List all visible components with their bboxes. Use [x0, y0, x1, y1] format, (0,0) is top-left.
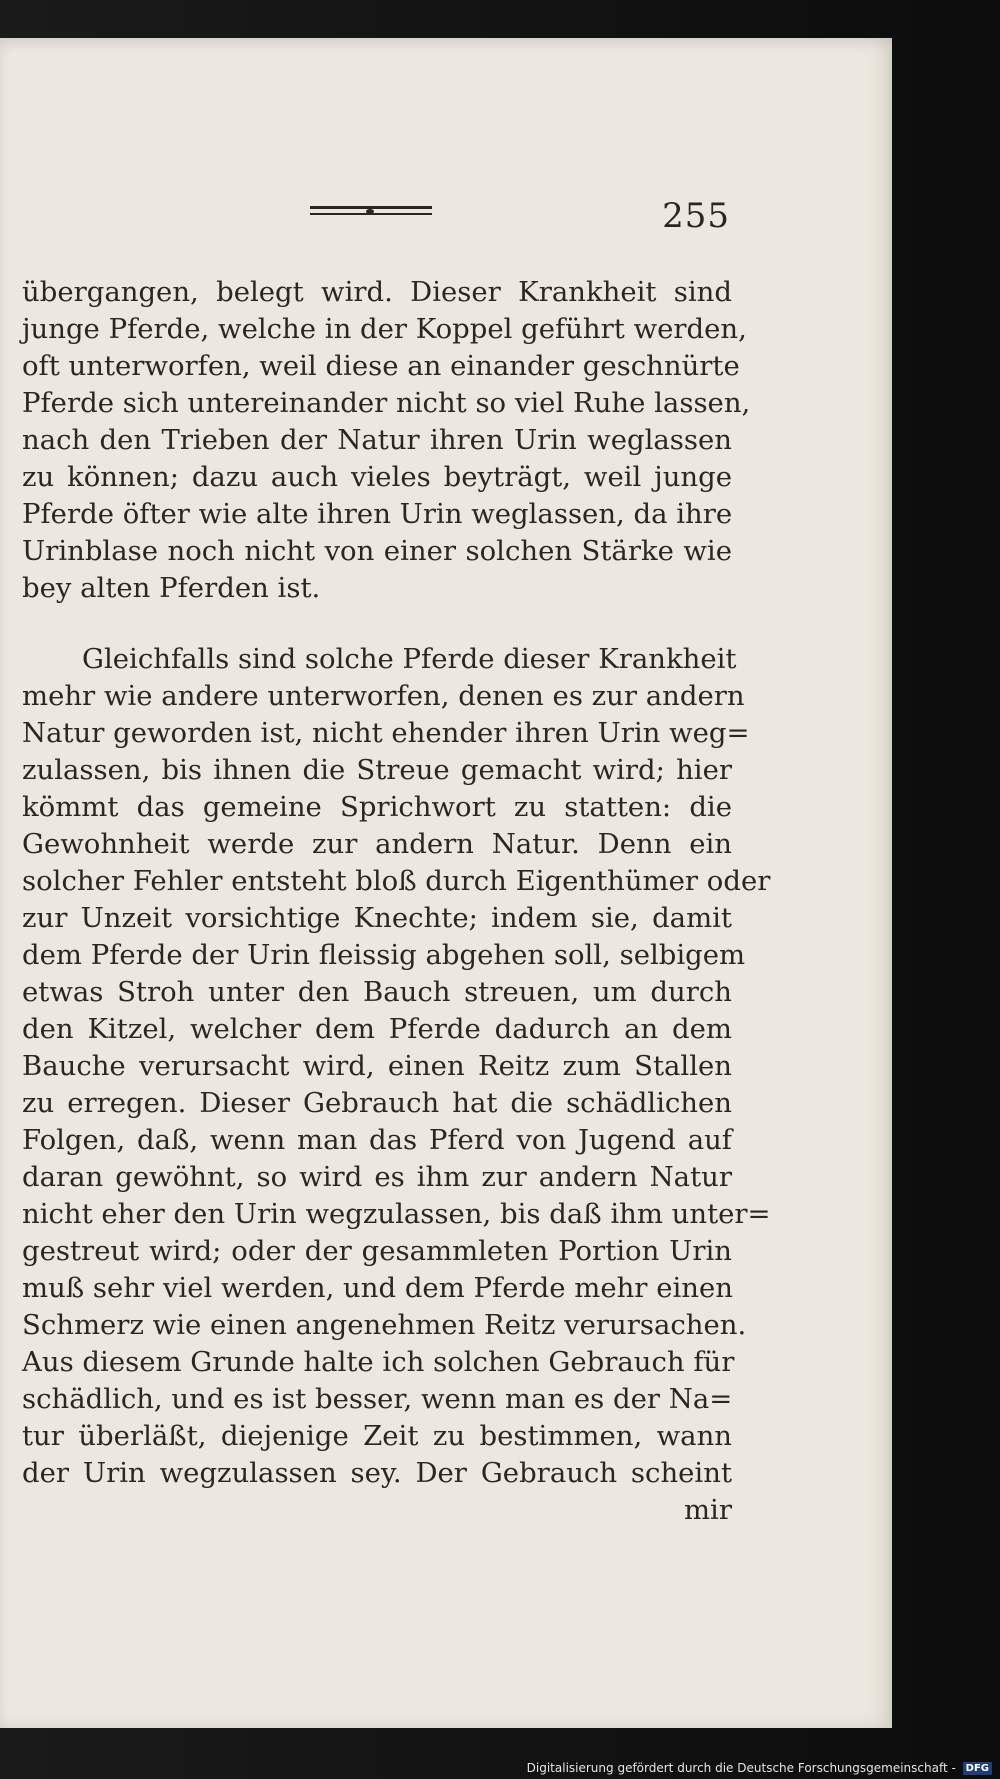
text-line: Natur geworden ist, nicht ehender ihren Urin weg= [22, 717, 750, 749]
text-line: zu können; dazu auch vieles beyträgt, weil junge [22, 461, 732, 493]
text-line: Schmerz wie einen angenehmen Reitz verursachen. [22, 1309, 747, 1341]
text-line: dem Pferde der Urin fleissig abgehen soll, selbigem [22, 939, 746, 971]
book-page [0, 38, 892, 1728]
text-line: zulassen, bis ihnen die Streue gemacht wird; hier [22, 754, 732, 786]
text-line: etwas Stroh unter den Bauch streuen, um durch [22, 976, 732, 1008]
digitization-credit [527, 1761, 992, 1775]
text-line: nach den Trieben der Natur ihren Urin weglassen [22, 424, 732, 456]
text-line: oft unterworfen, weil diese an einander geschnürte [22, 350, 740, 382]
text-line: junge Pferde, welche in der Koppel geführt werden, [22, 313, 747, 345]
paragraph-1 [22, 274, 751, 607]
text-line: Gleichfalls sind solche Pferde dieser Krankheit [82, 643, 737, 675]
page-header [0, 166, 892, 236]
text-line: Bauche verursacht wird, einen Reitz zum Stallen [22, 1050, 732, 1082]
text-line: Aus diesem Grunde halte ich solchen Gebrauch für [22, 1346, 735, 1378]
paragraph-2 [22, 641, 771, 1492]
text-line: schädlich, und es ist besser, wenn man es der Na= [22, 1383, 733, 1415]
text-line: den Kitzel, welcher dem Pferde dadurch an dem [22, 1013, 732, 1045]
text-line: übergangen, belegt wird. Dieser Krankheit sind [22, 276, 732, 308]
text-line: zur Unzeit vorsichtige Knechte; indem sie, damit [22, 902, 732, 934]
text-line: daran gewöhnt, so wird es ihm zur andern Natur [22, 1161, 732, 1193]
text-line: gestreut wird; oder der gesammleten Portion Urin [22, 1235, 732, 1267]
text-line: der Urin wegzulassen sey. Der Gebrauch scheint [22, 1457, 732, 1489]
text-line: zu erregen. Dieser Gebrauch hat die schädlichen [22, 1087, 732, 1119]
page-number: 255 [662, 196, 730, 236]
dash-separator: - [951, 1761, 960, 1775]
text-line: Pferde sich untereinander nicht so viel Ruhe lassen, [22, 387, 751, 419]
text-line: Gewohnheit werde zur andern Natur. Denn ein [22, 828, 732, 860]
text-line: muß sehr viel werden, und dem Pferde mehr einen [22, 1272, 733, 1304]
text-line: Pferde öfter wie alte ihren Urin weglassen, da ihre [22, 498, 733, 530]
text-line: Folgen, daß, wenn man das Pferd von Jugend auf [22, 1124, 732, 1156]
credit-text: Digitalisierung gefördert durch die Deutsche Forschungsgemeinschaft [526, 1761, 948, 1775]
page-body [22, 274, 771, 1529]
text-line: Urinblase noch nicht von einer solchen Stärke wie [22, 535, 732, 567]
text-line: solcher Fehler entsteht bloß durch Eigenthümer oder [22, 865, 771, 897]
header-ornament [310, 206, 432, 218]
catchword: mir [683, 1494, 732, 1526]
text-line: bey alten Pferden ist. [22, 572, 321, 604]
text-line: kömmt das gemeine Sprichwort zu statten: die [22, 791, 732, 823]
text-line: nicht eher den Urin wegzulassen, bis daß ihm unter= [22, 1198, 771, 1230]
text-line: tur überläßt, diejenige Zeit zu bestimmen, wann [22, 1420, 732, 1452]
dfg-logo: DFG [963, 1762, 992, 1775]
text-line: mehr wie andere unterworfen, denen es zur andern [22, 680, 745, 712]
